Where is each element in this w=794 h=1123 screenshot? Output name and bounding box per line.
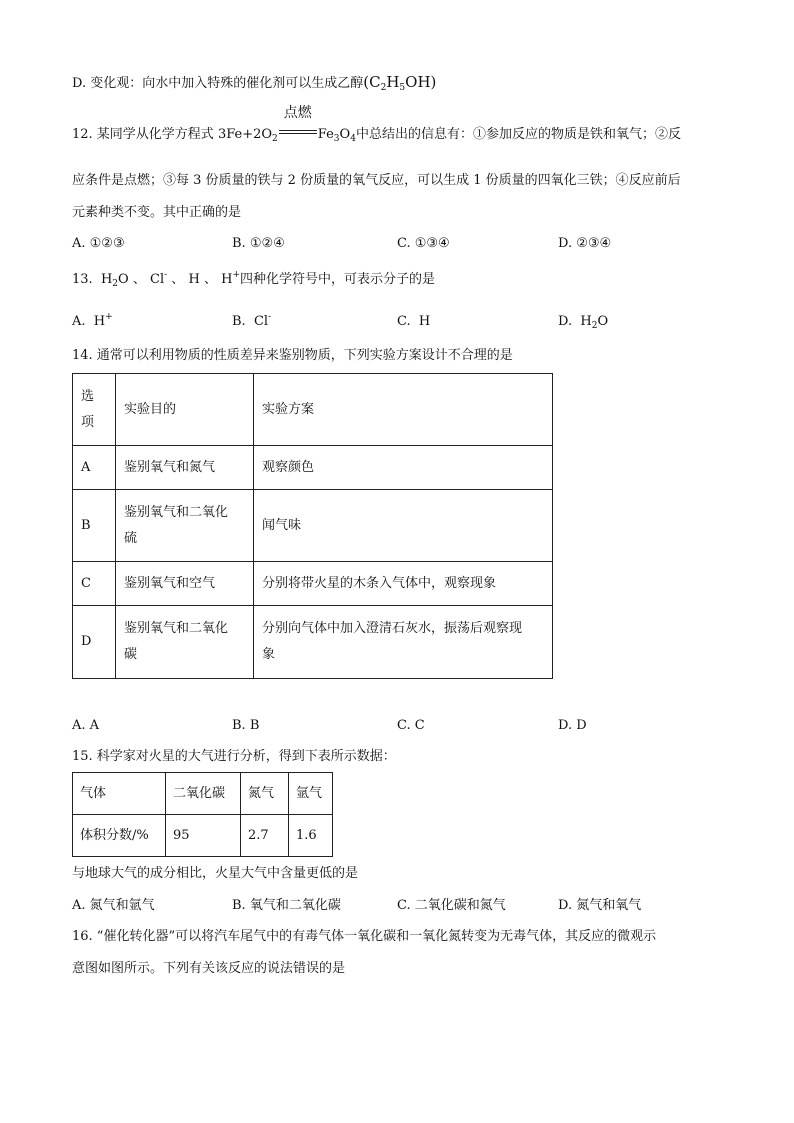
- q15-stem: 15. 科学家对火星的大气进行分析，得到下表所示数据：: [72, 749, 396, 764]
- q14-option-d[interactable]: D. D: [558, 718, 587, 733]
- q12-stem-line3: 元素种类不变。其中正确的是: [72, 205, 242, 220]
- q13-option-a[interactable]: A. H+: [72, 312, 113, 329]
- ethanol-formula: $(C_2H_5OH)$: [363, 73, 437, 93]
- q14-stem: 14. 通常可以利用物质的性质差异来鉴别物质，下列实验方案设计不合理的是: [72, 348, 513, 363]
- q13-options: [72, 313, 732, 331]
- header-goal: 实验目的: [116, 374, 254, 446]
- q15-question: 与地球大气的成分相比，火星大气中含量更低的是: [72, 866, 359, 881]
- q15-option-c[interactable]: C. 二氧化碳和氮气: [397, 898, 506, 913]
- q15-options: [72, 897, 732, 915]
- q13-option-b[interactable]: B. Cl-: [232, 312, 272, 329]
- q12-option-d[interactable]: D. ②③④: [558, 236, 612, 251]
- q15-option-d[interactable]: D. 氮气和氧气: [558, 898, 642, 913]
- q15-option-b[interactable]: B. 氧气和二氧化碳: [232, 898, 341, 913]
- q11-option-d-text: D. 变化观：向水中加入特殊的催化剂可以生成乙醇: [72, 76, 364, 91]
- q14-option-a[interactable]: A. A: [72, 718, 100, 733]
- q12-option-c[interactable]: C. ①③④: [397, 236, 450, 251]
- q15-option-a[interactable]: A. 氮气和氩气: [72, 898, 155, 913]
- table-row: B 鉴别氧气和二氧化 硫 闻气味: [73, 490, 553, 562]
- q15-table: [72, 772, 333, 857]
- q12-options: [72, 235, 732, 253]
- q13-option-d[interactable]: D. $H_2O$: [558, 314, 609, 331]
- table-row: A 鉴别氧气和氮气 观察颜色: [73, 446, 553, 490]
- q14-option-b[interactable]: B. B: [232, 718, 260, 733]
- header-plan: 实验方案: [254, 374, 553, 446]
- table-header-row: 气体 二氧化碳 氮气 氩气: [73, 773, 333, 815]
- q14-options: [72, 717, 732, 735]
- q13-stem: 13. $H_2O$ 、 Cl- 、 H 、 H+四种化学符号中，可表示分子的是: [72, 270, 435, 289]
- header-option: 选 项: [73, 374, 116, 446]
- q12-stem-line1: 12. 某同学从化学方程式 $3Fe+2O_2$ 点燃 $Fe_3O_4$中总结出的信息有：①参加反应的物质是铁和氧气；②反: [72, 105, 681, 144]
- q13-option-c[interactable]: C. H: [397, 314, 431, 329]
- table-row: C 鉴别氧气和空气 分别将带火星的木条入气体中，观察现象: [73, 562, 553, 606]
- table-header-row: [73, 374, 553, 446]
- q12-stem-line2: 应条件是点燃；③每 3 份质量的铁与 2 份质量的氧气反应，可以生成 1 份质量的四氧化三铁；④反应前后: [72, 173, 681, 188]
- q14-table: [72, 373, 553, 679]
- q14-option-c[interactable]: C. C: [397, 718, 425, 733]
- q12-option-a[interactable]: A. ①②③: [72, 236, 125, 251]
- table-row: D 鉴别氧气和二氧化 碳 分别向气体中加入澄清石灰水，振荡后观察现 象: [73, 606, 553, 679]
- reaction-condition: 点燃: [279, 124, 317, 140]
- q12-option-b[interactable]: B. ①②④: [232, 236, 285, 251]
- table-row: 体积分数/% 95 2.7 1.6: [73, 815, 333, 857]
- q16-stem-line2: 意图如图所示。下列有关该反应的说法错误的是: [72, 961, 346, 976]
- q11-option-d: [72, 73, 436, 93]
- q16-stem-line1: 16. “催化转化器”可以将汽车尾气中的有毒气体一氧化碳和一氧化氮转变为无毒气体，其反应的微观示: [72, 929, 657, 944]
